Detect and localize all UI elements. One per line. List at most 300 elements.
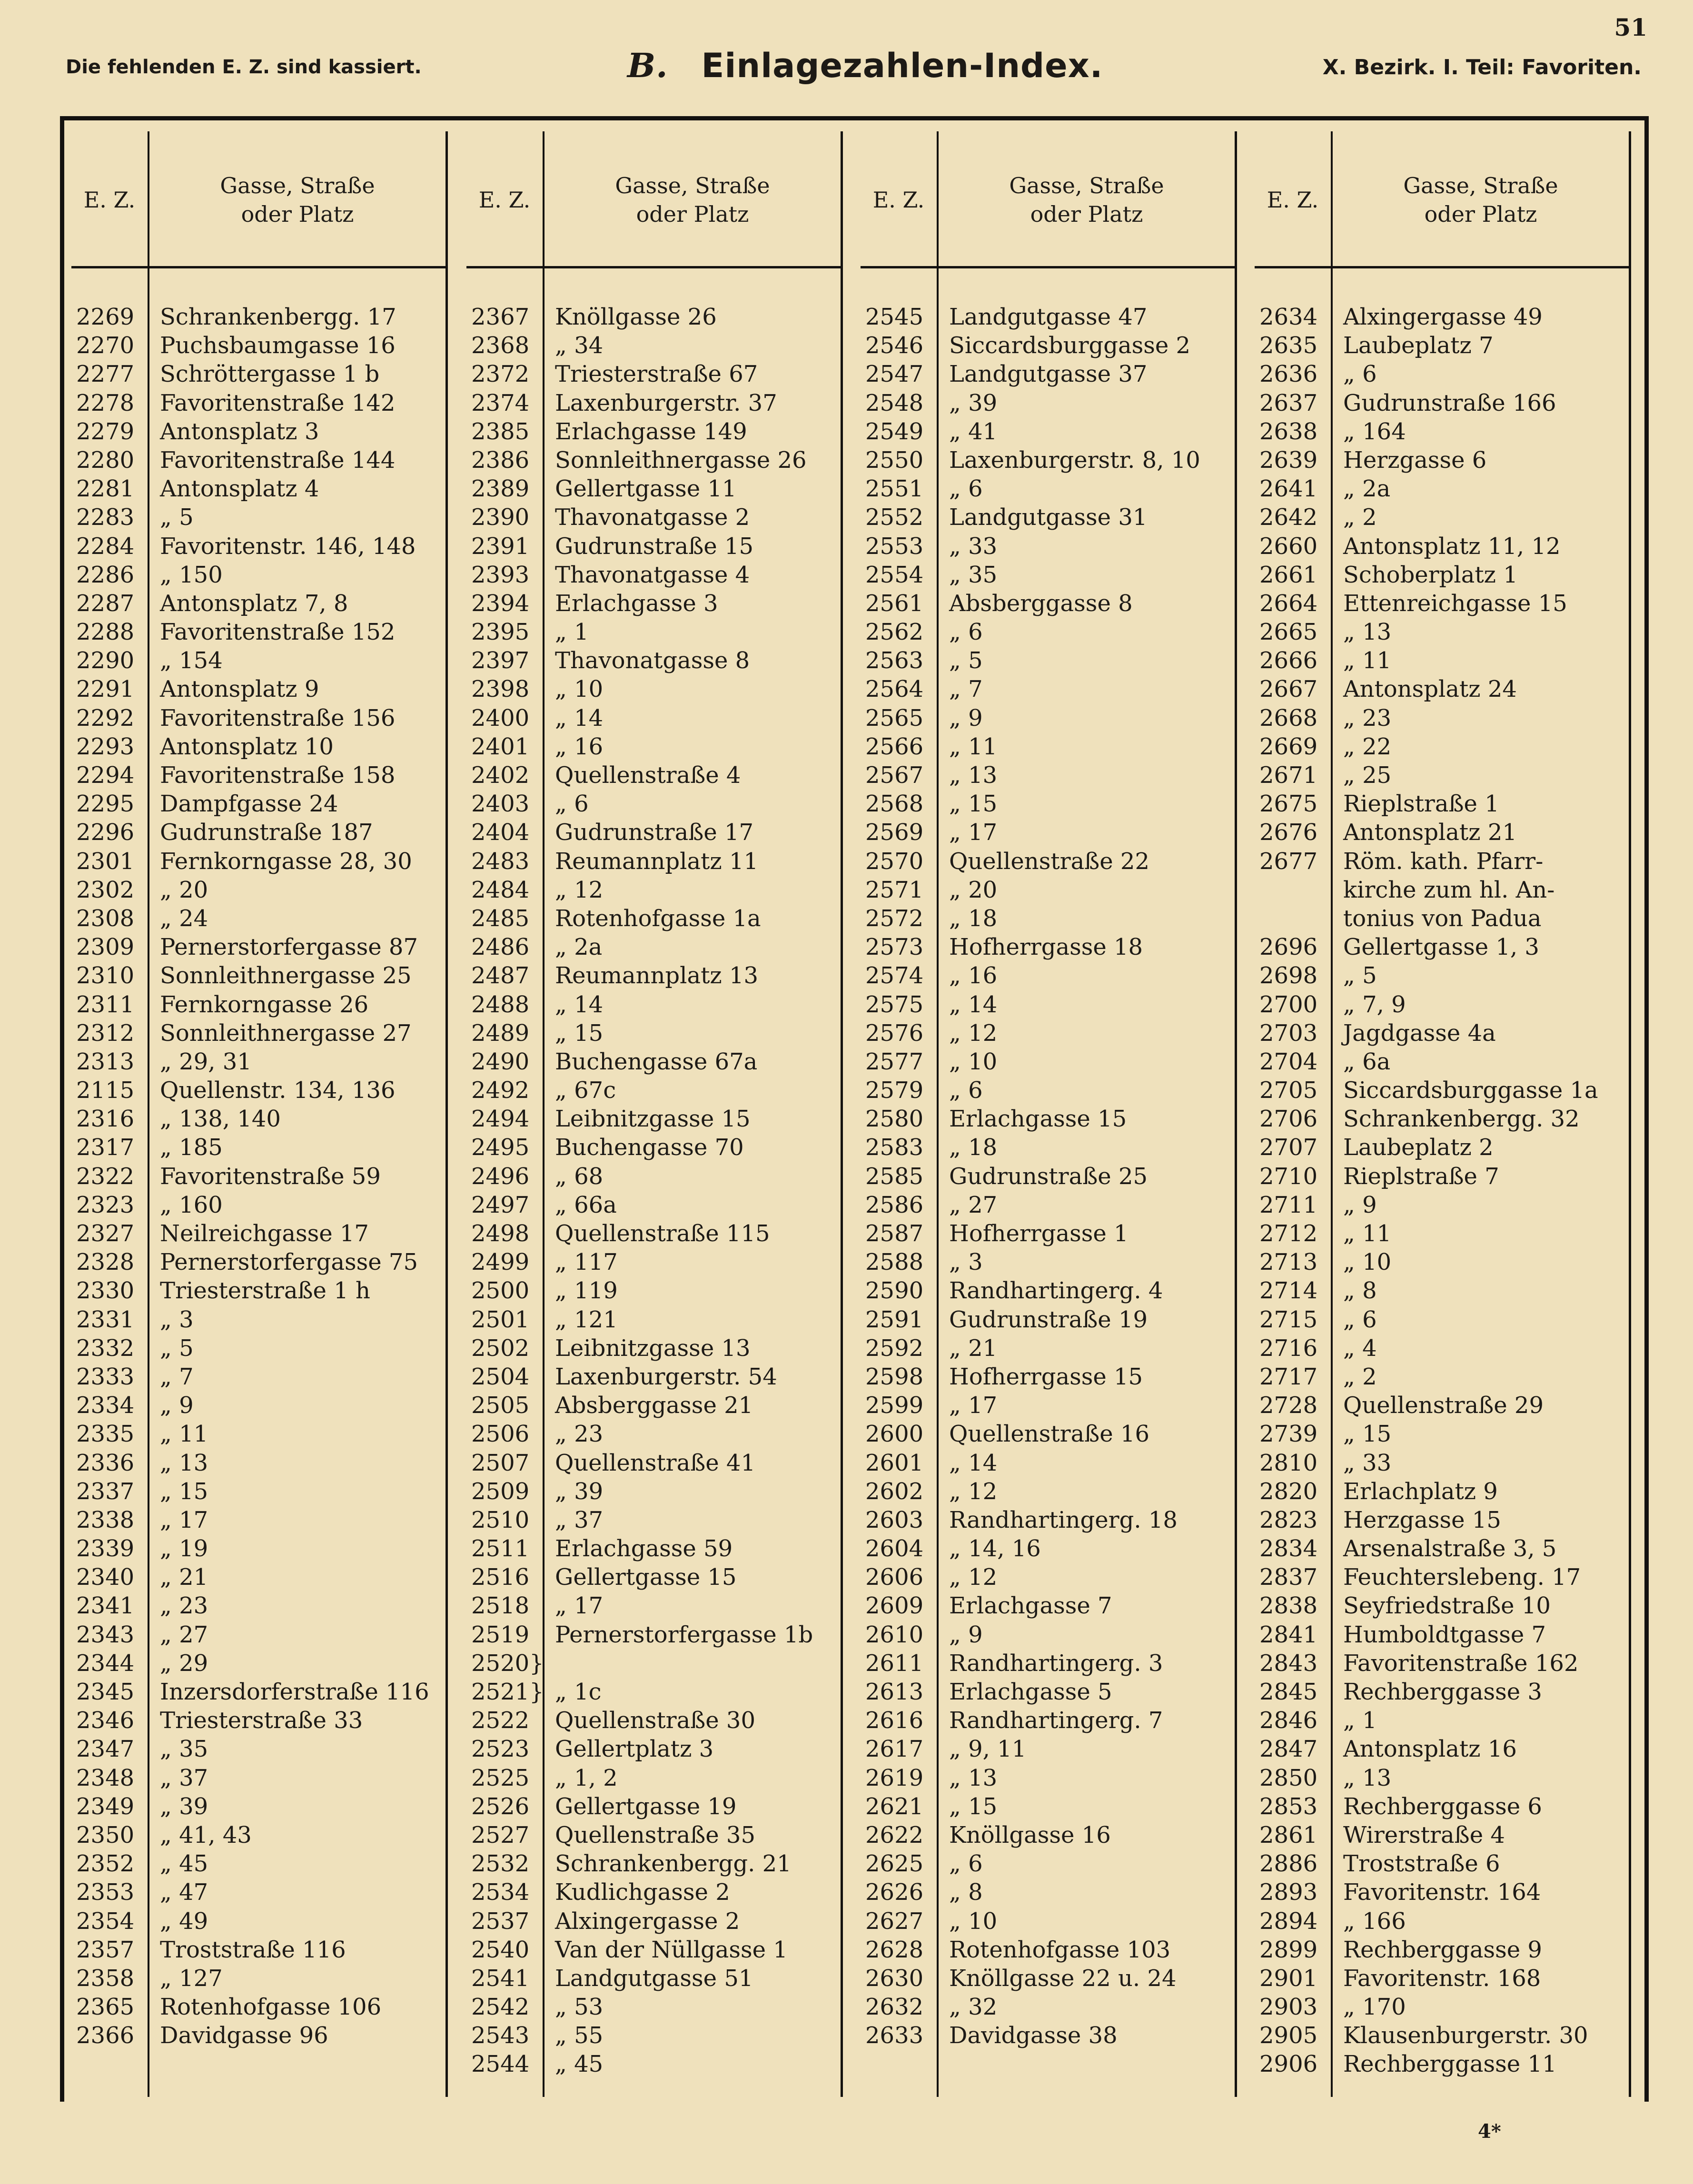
ez-number: 2341	[76, 1592, 135, 1620]
street-name: „ 24	[160, 905, 208, 932]
street-name: „ 6	[949, 619, 983, 646]
index-row	[1255, 818, 1629, 847]
ez-number: 2295	[76, 791, 135, 818]
street-name: Van der Nüllgasse 1	[555, 1936, 788, 1963]
ez-number: 2311	[76, 991, 135, 1018]
index-row	[466, 1907, 841, 1936]
street-name: Knöllgasse 16	[949, 1821, 1111, 1848]
index-row	[71, 1993, 446, 2021]
ez-number: 2564	[865, 676, 924, 703]
street-name: Wirerstraße 4	[1343, 1821, 1505, 1848]
street-name: Landgutgasse 31	[949, 504, 1148, 531]
ez-number: 2554	[865, 561, 924, 588]
index-row	[466, 1764, 841, 1792]
index-row	[861, 1363, 1235, 1391]
street-name: Thavonatgasse 4	[555, 561, 750, 588]
street-name: „ 23	[1343, 704, 1392, 731]
street-name: „ 2a	[555, 934, 603, 961]
index-row	[861, 1563, 1235, 1591]
street-name: Landgutgasse 51	[555, 1965, 753, 1992]
street-name: Feuchterslebeng. 17	[1343, 1564, 1581, 1591]
section-border	[446, 131, 448, 2097]
street-name: Gudrunstraße 17	[555, 819, 754, 846]
ez-number: 2838	[1259, 1592, 1318, 1620]
ez-number: 2619	[865, 1764, 924, 1791]
street-name: Randhartingerg. 4	[949, 1277, 1163, 1304]
column-header	[861, 131, 1235, 268]
street-name: Alxingergasse 2	[555, 1907, 740, 1935]
ez-number: 2527	[471, 1821, 530, 1848]
ez-number: 2367	[471, 304, 530, 330]
street-name: „ 20	[160, 876, 208, 903]
street-name: Quellenstraße 16	[949, 1421, 1149, 1448]
ez-number: 2587	[865, 1220, 924, 1247]
index-row	[861, 1735, 1235, 1763]
index-row	[861, 1678, 1235, 1706]
street-name: Laxenburgerstr. 8, 10	[949, 446, 1200, 474]
street-name: „ 9	[1343, 1191, 1377, 1218]
index-row	[71, 1219, 446, 1248]
street-name: Leibnitzgasse 13	[555, 1334, 751, 1362]
street-name: „ 7	[949, 676, 983, 703]
street-name: „ 17	[160, 1506, 208, 1533]
street-name: „ 49	[160, 1907, 208, 1935]
ez-number: 2616	[865, 1707, 924, 1734]
district-label: X. Bezirk. I. Teil: Favoriten.	[1322, 55, 1642, 79]
index-row	[1255, 1449, 1629, 1477]
street-name: Erlachplatz 9	[1343, 1478, 1498, 1505]
index-row	[861, 675, 1235, 703]
index-row	[71, 1849, 446, 1878]
index-row	[466, 1449, 841, 1477]
ez-number: 2366	[76, 2022, 135, 2049]
index-row	[71, 1449, 446, 1477]
index-row	[861, 1276, 1235, 1305]
index-row	[1255, 1162, 1629, 1191]
index-row	[861, 417, 1235, 446]
street-name: Herzgasse 15	[1343, 1506, 1501, 1533]
ez-number: 2357	[76, 1936, 135, 1963]
street-name: „ 119	[555, 1277, 618, 1304]
street-name: „ 5	[949, 647, 983, 674]
street-name: Schoberplatz 1	[1343, 561, 1518, 588]
ez-number: 2666	[1259, 647, 1318, 674]
ez-number: 2567	[865, 762, 924, 789]
street-name: „ 154	[160, 647, 223, 674]
street-name: „ 6	[1343, 361, 1377, 388]
street-name: Buchengasse 67a	[555, 1048, 758, 1075]
street-name: „ 10	[949, 1907, 998, 1935]
street-name: „ 12	[949, 1564, 998, 1591]
index-row	[861, 1133, 1235, 1162]
ez-number: 2886	[1259, 1850, 1318, 1878]
street-name: „ 138, 140	[160, 1106, 281, 1133]
index-row	[1255, 1936, 1629, 1964]
ez-number: 2386	[471, 446, 530, 474]
index-row	[71, 990, 446, 1019]
street-name: Seyfriedstraße 10	[1343, 1592, 1551, 1620]
street-name: Triesterstraße 1 h	[160, 1277, 370, 1304]
index-row	[1255, 1477, 1629, 1506]
index-row	[71, 933, 446, 961]
street-name: „ 17	[555, 1592, 604, 1620]
ez-number: 2292	[76, 704, 135, 731]
ez-number: 2302	[76, 876, 135, 903]
street-name: Antonsplatz 3	[160, 418, 319, 445]
index-row	[1255, 1276, 1629, 1305]
street-name: Quellenstraße 29	[1343, 1392, 1544, 1419]
street-name: Thavonatgasse 8	[555, 647, 750, 674]
index-row	[71, 1534, 446, 1563]
street-name: Ettenreichgasse 15	[1343, 590, 1567, 617]
street-name: Absberggasse 21	[555, 1392, 753, 1419]
ez-number: 2610	[865, 1621, 924, 1648]
ez-number: 2343	[76, 1621, 135, 1648]
ez-number: 2641	[1259, 475, 1318, 503]
street-name: „ 13	[1343, 1764, 1392, 1791]
ez-number: 2861	[1259, 1821, 1318, 1848]
ez-number: 2488	[471, 991, 530, 1018]
ez-number: 2485	[471, 905, 530, 932]
ez-number: 2393	[471, 561, 530, 588]
street-name: „ 16	[949, 962, 998, 989]
street-name: „ 11	[1343, 647, 1392, 674]
street-name: Triesterstraße 67	[555, 361, 758, 388]
ez-number: 2632	[865, 1994, 924, 2021]
street-name: Favoritenstraße 156	[160, 704, 396, 731]
ez-number: 2553	[865, 533, 924, 560]
street-name: Hofherrgasse 15	[949, 1363, 1143, 1390]
ez-number: 2284	[76, 533, 135, 560]
ez-number: 2331	[76, 1306, 135, 1333]
ez-number: 2561	[865, 590, 924, 617]
ez-number: 2634	[1259, 304, 1318, 330]
index-row	[1255, 1363, 1629, 1391]
ez-number: 2711	[1259, 1191, 1318, 1218]
index-row	[861, 1936, 1235, 1964]
index-row	[71, 360, 446, 388]
ez-number: 2404	[471, 819, 530, 846]
street-name: „ 12	[949, 1019, 998, 1047]
index-row	[466, 818, 841, 847]
index-row	[71, 1678, 446, 1706]
street-name: „ 41, 43	[160, 1821, 252, 1848]
index-row	[861, 704, 1235, 732]
index-row	[861, 1248, 1235, 1276]
ez-number: 2368	[471, 332, 530, 359]
header-street-line2: oder Platz	[1424, 201, 1537, 227]
street-name: „ 160	[160, 1191, 223, 1218]
ez-number: 2391	[471, 533, 530, 560]
ez-number: 2664	[1259, 590, 1318, 617]
street-name: „ 47	[160, 1879, 208, 1906]
ez-number: 2601	[865, 1449, 924, 1476]
ez-number: 2714	[1259, 1277, 1318, 1304]
ez-number: 2293	[76, 733, 135, 760]
street-name: Quellenstraße 22	[949, 848, 1149, 875]
index-row	[466, 1219, 841, 1248]
street-name: Hofherrgasse 1	[949, 1220, 1129, 1247]
column-header	[466, 131, 841, 268]
ez-number: 2328	[76, 1249, 135, 1276]
ez-number: 2115	[76, 1077, 135, 1104]
street-name: „ 12	[555, 876, 604, 903]
street-name: „ 1	[555, 619, 589, 646]
ez-number: 2352	[76, 1850, 135, 1878]
ez-number: 2626	[865, 1879, 924, 1906]
ez-number: 2575	[865, 991, 924, 1018]
street-name: Rieplstraße 7	[1343, 1163, 1499, 1190]
index-row	[1255, 532, 1629, 561]
ez-number: 2283	[76, 504, 135, 531]
index-row	[1255, 589, 1629, 618]
street-name: „ 13	[949, 1764, 998, 1791]
ez-number: 2397	[471, 647, 530, 674]
index-row	[466, 1993, 841, 2021]
index-row	[71, 1133, 446, 1162]
street-name: Buchengasse 70	[555, 1134, 744, 1161]
header-ez: E. Z.	[1267, 187, 1319, 213]
index-row	[71, 1878, 446, 1907]
index-row	[71, 1248, 446, 1276]
ez-number: 2336	[76, 1449, 135, 1476]
street-name: Siccardsburggasse 2	[949, 332, 1191, 359]
ez-number: 2566	[865, 733, 924, 760]
ez-number: 2853	[1259, 1793, 1318, 1820]
street-name: „ 29	[160, 1650, 208, 1677]
street-name: „ 18	[949, 905, 998, 932]
street-name: „ 23	[160, 1592, 208, 1620]
index-row	[466, 1048, 841, 1076]
street-name: tonius von Padua	[1343, 905, 1542, 932]
index-row	[1255, 1334, 1629, 1363]
index-row	[466, 1391, 841, 1420]
index-row	[861, 1821, 1235, 1849]
street-name: „ 14	[949, 1449, 998, 1476]
index-row	[71, 675, 446, 703]
street-name: „ 15	[160, 1478, 208, 1505]
ez-number: 2676	[1259, 819, 1318, 846]
index-row	[71, 561, 446, 589]
street-name: Röm. kath. Pfarr-	[1343, 848, 1544, 875]
street-name: Gellertplatz 3	[555, 1736, 714, 1763]
index-row	[861, 1849, 1235, 1878]
street-name: Favoritenstr. 164	[1343, 1879, 1541, 1906]
index-row	[466, 1133, 841, 1162]
ez-number: 2511	[471, 1535, 530, 1562]
index-row	[1255, 1506, 1629, 1534]
ez-number: 2573	[865, 934, 924, 961]
index-row	[1255, 761, 1629, 790]
index-row	[71, 389, 446, 417]
street-name: „ 18	[949, 1134, 998, 1161]
index-row	[71, 1764, 446, 1792]
ez-number: 2280	[76, 446, 135, 474]
index-row	[1255, 1248, 1629, 1276]
ez-number: 2327	[76, 1220, 135, 1247]
street-name: „ 1c	[555, 1679, 602, 1705]
index-row	[1255, 618, 1629, 646]
street-name: Favoritenstraße 162	[1343, 1650, 1579, 1677]
index-row	[861, 1048, 1235, 1076]
street-name: Gudrunstraße 25	[949, 1163, 1148, 1190]
index-row	[1255, 1219, 1629, 1248]
street-name: Schrankenbergg. 32	[1343, 1106, 1580, 1133]
ez-number: 2312	[76, 1019, 135, 1047]
street-name: Gellertgasse 11	[555, 475, 737, 503]
street-name: „ 15	[949, 1793, 998, 1820]
ez-number: 2636	[1259, 361, 1318, 388]
index-row	[71, 1363, 446, 1391]
index-row	[861, 761, 1235, 790]
ez-number: 2568	[865, 791, 924, 818]
ez-number: 2490	[471, 1048, 530, 1075]
index-row	[1255, 1076, 1629, 1105]
ez-number: 2698	[1259, 962, 1318, 989]
street-name: „ 21	[949, 1334, 998, 1362]
ez-number: 2590	[865, 1277, 924, 1304]
street-name: Davidgasse 38	[949, 2022, 1118, 2049]
street-name: Favoritenstraße 158	[160, 762, 396, 789]
ez-number: 2541	[471, 1965, 530, 1992]
ez-number: 2660	[1259, 533, 1318, 560]
index-row	[861, 1964, 1235, 1993]
street-name: Antonsplatz 9	[160, 676, 319, 703]
index-row	[71, 1334, 446, 1363]
index-row	[466, 1649, 841, 1678]
street-name: Laubeplatz 7	[1343, 332, 1494, 359]
index-row	[71, 1621, 446, 1649]
street-name: „ 5	[1343, 962, 1377, 989]
ez-number: 2577	[865, 1048, 924, 1075]
street-name: Quellenstraße 4	[555, 762, 741, 789]
street-name: Antonsplatz 21	[1343, 819, 1517, 846]
ez-number: 2707	[1259, 1134, 1318, 1161]
ez-number: 2277	[76, 361, 135, 388]
ez-number: 2574	[865, 962, 924, 989]
street-name: Hofherrgasse 18	[949, 934, 1143, 961]
ez-number: 2294	[76, 762, 135, 789]
ez-number: 2290	[76, 647, 135, 674]
ez-number: 2509	[471, 1478, 530, 1505]
ez-number: 2522	[471, 1707, 530, 1734]
ez-number: 2903	[1259, 1994, 1318, 2021]
index-row	[861, 1420, 1235, 1448]
ez-number: 2401	[471, 733, 530, 760]
ez-number: 2617	[865, 1736, 924, 1763]
ez-number: 2841	[1259, 1621, 1318, 1648]
index-row	[861, 1391, 1235, 1420]
index-row	[466, 990, 841, 1019]
index-row	[1255, 1764, 1629, 1792]
index-row	[1255, 1621, 1629, 1649]
street-name: „ 33	[1343, 1449, 1392, 1476]
street-name: „ 39	[555, 1478, 604, 1505]
street-name: Inzersdorferstraße 116	[160, 1679, 429, 1705]
ez-number: 2348	[76, 1764, 135, 1791]
index-row	[71, 1191, 446, 1219]
street-name: Gudrunstraße 19	[949, 1306, 1148, 1333]
index-row	[1255, 1305, 1629, 1334]
street-name: Rechberggasse 3	[1343, 1679, 1542, 1705]
header-ez: E. Z.	[872, 187, 925, 213]
ez-number: 2625	[865, 1850, 924, 1878]
index-row	[861, 532, 1235, 561]
street-name: Troststraße 116	[160, 1936, 346, 1963]
street-name: „ 3	[949, 1249, 983, 1276]
index-row	[861, 474, 1235, 503]
ez-number: 2576	[865, 1019, 924, 1047]
index-row	[861, 1219, 1235, 1248]
street-name: „ 11	[1343, 1220, 1392, 1247]
street-name: Gellertgasse 19	[555, 1793, 737, 1820]
index-row	[861, 1162, 1235, 1191]
index-row	[71, 1076, 446, 1105]
ez-number: 2334	[76, 1392, 135, 1419]
index-row	[71, 704, 446, 732]
street-name: „ 33	[949, 533, 998, 560]
index-row	[861, 961, 1235, 990]
ez-number: 2288	[76, 619, 135, 646]
index-row	[466, 933, 841, 961]
street-name: „ 5	[160, 1334, 194, 1362]
index-row	[466, 1248, 841, 1276]
ez-number: 2739	[1259, 1421, 1318, 1448]
ez-number: 2521}	[471, 1679, 544, 1705]
index-row	[1255, 389, 1629, 417]
index-row	[1255, 446, 1629, 474]
index-row	[71, 1048, 446, 1076]
index-row	[861, 1591, 1235, 1620]
index-row	[1255, 1735, 1629, 1763]
ez-number: 2349	[76, 1793, 135, 1820]
street-name: „ 35	[949, 561, 998, 588]
street-name: Rotenhofgasse 1a	[555, 905, 761, 932]
street-name: „ 11	[949, 733, 998, 760]
ez-number: 2502	[471, 1334, 530, 1362]
ez-number: 2671	[1259, 762, 1318, 789]
ez-number: 2270	[76, 332, 135, 359]
street-name: Randhartingerg. 18	[949, 1506, 1178, 1533]
ez-number: 2313	[76, 1048, 135, 1075]
index-row	[466, 303, 841, 331]
ez-number: 2661	[1259, 561, 1318, 588]
street-name: „ 4	[1343, 1334, 1377, 1362]
header-street-line2: oder Platz	[636, 201, 749, 227]
ez-number: 2703	[1259, 1019, 1318, 1047]
index-row	[861, 1907, 1235, 1936]
ez-number: 2550	[865, 446, 924, 474]
index-row	[71, 1821, 446, 1849]
index-row	[861, 1621, 1235, 1649]
section-border	[1629, 131, 1631, 2097]
ez-number: 2710	[1259, 1163, 1318, 1190]
ez-number: 2322	[76, 1163, 135, 1190]
ez-number: 2498	[471, 1220, 530, 1247]
ez-number: 2579	[865, 1077, 924, 1104]
index-row	[1255, 1534, 1629, 1563]
ez-number: 2353	[76, 1879, 135, 1906]
index-row	[861, 1706, 1235, 1735]
street-name: „ 34	[555, 332, 604, 359]
ez-number: 2893	[1259, 1879, 1318, 1906]
street-name: „ 13	[1343, 619, 1392, 646]
index-row	[466, 1936, 841, 1964]
index-row	[71, 1305, 446, 1334]
ez-number: 2638	[1259, 418, 1318, 445]
index-row	[466, 1849, 841, 1878]
index-row	[466, 1076, 841, 1105]
